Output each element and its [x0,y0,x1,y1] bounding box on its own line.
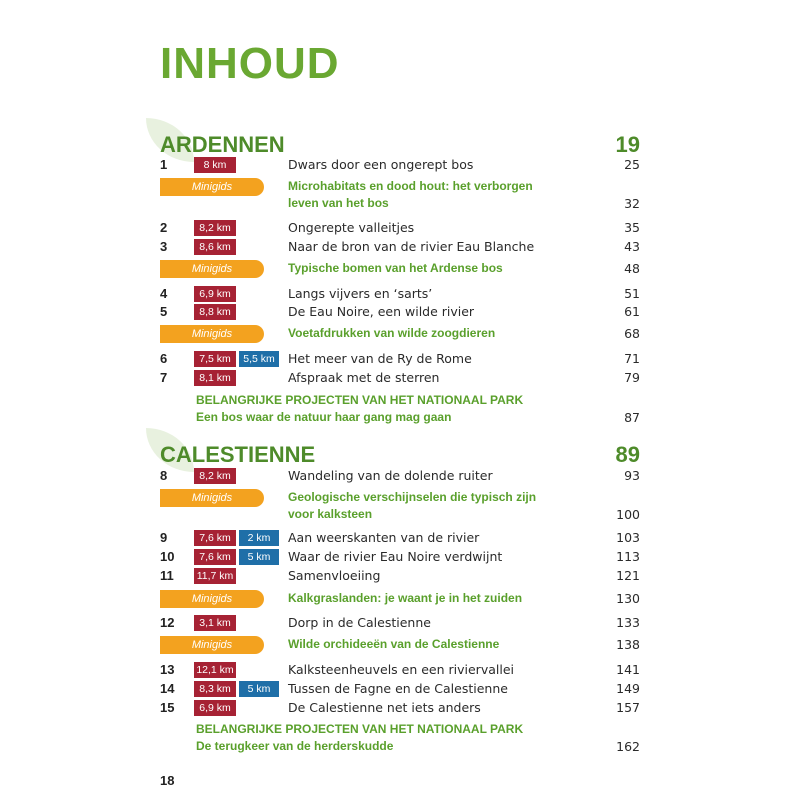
distance-badge: 3,1 km [194,615,236,631]
route-number: 3 [160,239,168,254]
page-title: INHOUD [160,39,340,88]
minigids-row[interactable] [160,636,640,654]
route-number: 15 [160,700,175,715]
minigids-row[interactable] [160,178,640,214]
section-header-ardennen [160,132,640,158]
route-row[interactable] [160,219,640,237]
distance-badge: 8 km [194,157,236,173]
route-title: Samenvloeiing [288,568,381,583]
distance-badge: 6,9 km [194,286,236,302]
route-page: 103 [616,530,640,545]
distance-badge: 7,6 km [194,530,236,546]
route-row[interactable] [160,567,640,585]
route-row[interactable] [160,529,640,547]
route-page: 113 [616,549,640,564]
distance-badge: 11,7 km [194,568,236,584]
route-number: 5 [160,304,168,319]
route-row[interactable] [160,680,640,698]
minigids-badge: Minigids [160,178,264,196]
distance-badge: 8,2 km [194,468,236,484]
minigids-row[interactable] [160,260,640,278]
route-title: Wandeling van de dolende ruiter [288,468,493,483]
route-row[interactable] [160,238,640,256]
route-number: 7 [160,370,168,385]
distance-badge: 8,6 km [194,239,236,255]
distance-badge: 8,2 km [194,220,236,236]
route-number: 12 [160,615,175,630]
route-title: Ongerepte valleitjes [288,220,415,235]
route-row[interactable] [160,350,640,368]
distance-badge: 6,9 km [194,700,236,716]
route-row[interactable] [160,548,640,566]
route-title: Afspraak met de sterren [288,370,440,385]
route-row[interactable] [160,369,640,387]
section-name: ARDENNEN [160,132,285,157]
section-page: 89 [615,442,640,467]
distance-badge: 7,6 km [194,549,236,565]
route-title: Waar de rivier Eau Noire verdwijnt [288,549,503,564]
route-row[interactable] [160,699,640,717]
distance-badge: 8,1 km [194,370,236,386]
route-title: De Eau Noire, een wilde rivier [288,304,475,319]
route-title: De Calestienne net iets anders [288,700,481,715]
route-page: 71 [624,351,640,366]
route-row[interactable] [160,467,640,485]
distance-badge-short: 2 km [239,530,279,546]
minigids-page: 130 [616,591,640,606]
route-number: 10 [160,549,175,564]
minigids-page: 68 [624,326,640,341]
project-entry[interactable] [196,392,640,428]
route-title: Het meer van de Ry de Rome [288,351,472,366]
minigids-title: Geologische verschijnselen die typisch zijn voor kalksteen [288,490,537,521]
route-row[interactable] [160,303,640,321]
route-number: 13 [160,662,175,677]
route-title: Aan weerskanten van de rivier [288,530,480,545]
minigids-badge: Minigids [160,260,264,278]
minigids-row[interactable] [160,489,640,525]
minigids-page: 32 [624,196,640,211]
minigids-title: Typische bomen van het Ardense bos [288,261,503,275]
route-page: 79 [624,370,640,385]
distance-badge-short: 5 km [239,549,279,565]
route-title: Langs vijvers en ‘sarts’ [288,286,433,301]
project-title: De terugkeer van de herderskudde [196,739,394,753]
project-page: 162 [616,739,640,754]
minigids-badge: Minigids [160,590,264,608]
section-name: CALESTIENNE [160,442,316,467]
minigids-page: 48 [624,261,640,276]
route-number: 6 [160,351,168,366]
route-row[interactable] [160,614,640,632]
route-title: Kalksteenheuvels en een riviervallei [288,662,514,677]
route-number: 9 [160,530,168,545]
route-page: 141 [616,662,640,677]
minigids-title: Wilde orchideeën van de Calestienne [288,637,500,651]
route-title: Dorp in de Calestienne [288,615,431,630]
project-title: Een bos waar de natuur haar gang mag gaan [196,410,452,424]
section-header-calestienne [160,442,640,468]
route-number: 11 [160,568,174,583]
route-page: 149 [616,681,640,696]
route-title: Dwars door een ongerept bos [288,157,474,172]
route-row[interactable] [160,156,640,174]
minigids-badge: Minigids [160,489,264,507]
route-page: 43 [624,239,640,254]
minigids-title: Kalkgraslanden: je waant je in het zuiden [288,591,523,605]
route-page: 61 [624,304,640,319]
distance-badge-short: 5 km [239,681,279,697]
minigids-page: 138 [616,637,640,652]
route-title: Tussen de Fagne en de Calestienne [288,681,508,696]
minigids-row[interactable] [160,590,640,608]
distance-badge: 8,8 km [194,304,236,320]
route-page: 93 [624,468,640,483]
route-page: 35 [624,220,640,235]
route-number: 4 [160,286,168,301]
route-page: 121 [616,568,640,583]
distance-badge-short: 5,5 km [239,351,279,367]
route-page: 25 [624,157,640,172]
minigids-title: Microhabitats en dood hout: het verborgen leven van het bos [288,179,533,210]
minigids-badge: Minigids [160,636,264,654]
distance-badge: 12,1 km [194,662,236,678]
minigids-title: Voetafdrukken van wilde zoogdieren [288,326,496,340]
project-heading: BELANGRIJKE PROJECTEN VAN HET NATIONAAL PARK [196,393,524,407]
minigids-row[interactable] [160,325,640,343]
minigids-badge: Minigids [160,325,264,343]
route-row[interactable] [160,661,640,679]
route-number: 2 [160,220,168,235]
project-entry[interactable] [196,721,640,757]
route-number: 1 [160,157,168,172]
page-number: 18 [160,773,175,788]
minigids-page: 100 [616,507,640,522]
route-title: Naar de bron van de rivier Eau Blanche [288,239,535,254]
distance-badge: 8,3 km [194,681,236,697]
route-number: 14 [160,681,175,696]
section-page: 19 [615,132,640,157]
route-row[interactable] [160,285,640,303]
route-number: 8 [160,468,168,483]
route-page: 157 [616,700,640,715]
project-page: 87 [624,410,640,425]
route-page: 51 [624,286,640,301]
distance-badge: 7,5 km [194,351,236,367]
project-heading: BELANGRIJKE PROJECTEN VAN HET NATIONAAL PARK [196,722,524,736]
route-page: 133 [616,615,640,630]
